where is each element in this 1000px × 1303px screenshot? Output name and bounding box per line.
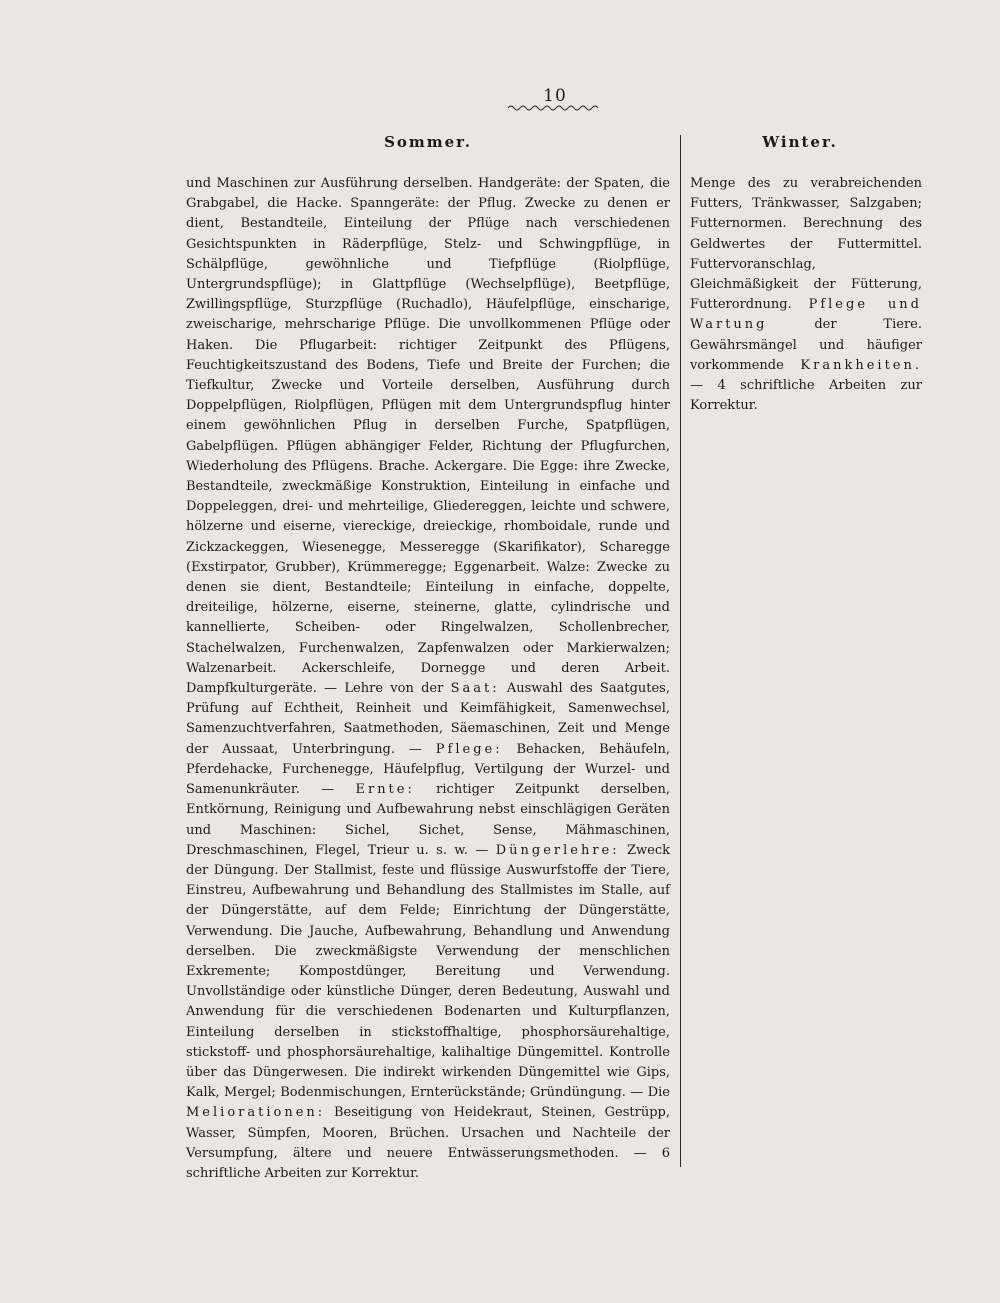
spaced-term-krankheiten: Krankheiten. [800,357,922,373]
column-heading-winter: Winter. [762,133,838,151]
spaced-term-pflege: Pflege: [435,741,503,757]
spaced-term-meliorationen: Meliorationen: [186,1105,326,1121]
text-segment: der Tiere. Gewährsmängel und häufiger vorkommende [690,317,922,373]
winter-paragraph [690,174,922,416]
summer-paragraph [186,174,670,1184]
column-divider [680,135,681,1167]
text-segment: Auswahl des Saatgutes, Prüfung auf Echtheit, Reinheit und Keimfähigkeit, Samenwechsel, Samenzuchtverfahren, Saatmethoden, Säemaschinen, Zeit und Menge der Aussaat, Unterbringung. — [186,681,670,757]
text-segment: Behacken, Behäufeln, Pferdehacke, Furchenegge, Häufelpflug, Vertilgung der Wurzel- und Samenunkräuter. — [186,741,670,798]
text-segment: — 4 schriftliche Arbeiten zur Korrektur. [690,378,922,414]
text-segment: Beseitigung von Heidekraut, Steinen, Gestrüpp, Wasser, Sümpfen, Mooren, Brüchen. Ursachen und Nachteile der Versumpfung, ältere und neuere Entwässerungsmethoden. — 6 schriftliche Arbeiten zur Korrektur. [186,1105,670,1181]
text-segment: Menge des zu verabreichenden Futters, Tränkwasser, Salzgaben; Futternormen. Berechnung des Geldwertes der Futtermittel. Futtervoranschlag, Gleichmäßigkeit der Fütterung, Futterordnung. [690,176,922,313]
summer-column-text [186,174,670,1184]
page-number: 10 [543,86,567,106]
winter-column-text [690,174,922,416]
spaced-term-ernte: Ernte: [355,782,415,798]
text-segment: Zweck der Düngung. Der Stallmist, feste und flüssige Auswurfstoffe der Tiere, Einstreu, Aufbewahrung und Behandlung des Stallmistes im Stalle, auf der Düngerstätte, auf dem Felde; Einrichtung der Düngerstätte, Verwendung. Die Jauche, Aufbewahrung, Behandlung und Anwendung derselben. Die zweckmäßigste Verwendung der menschlichen Exkremente; Kompostdünger, Bereitung und Verwendung. Unvollständige oder künstliche Dünger, deren Bedeutung, Auswahl und Anwendung für die verschiedenen Bodenarten und Kulturpflanzen, Einteilung derselben in stickstoffhaltige, phosphorsäurehaltige, stickstoff- und phosphorsäurehaltige, kalihaltige Düngemittel. Kontrolle über das Düngerwesen. Die indirekt wirkenden Düngemittel wie Gips, Kalk, Mergel; Bodenmischungen, Ernterückstände; Gründüngung. — Die [186,842,670,1101]
text-segment: richtiger Zeitpunkt derselben, Entkörnung, Reinigung und Aufbewahrung nebst einschlägigen Geräten und Maschinen: Sichel, Sichet, Sense, Mähmaschinen, Dreschmaschinen, Flegel, Trieur u. s. w. — [186,782,670,858]
wavy-ornament [508,104,600,112]
spaced-term-pflege-wartung: Pflege und Wartung [690,297,922,333]
text-segment: und Maschinen zur Ausführung derselben. Handgeräte: der Spaten, die Grabgabel, die Hacke. Spanngeräte: der Pflug. Zwecke zu denen er dient, Bestandteile, Einteilung der Pflüge nach verschiedenen Gesichtspunkten in Räderpflüge, Stelz- und Schwingpflüge, in Schälpflüge, gewöhnliche und Tiefpflüge (Riolpflüge, Untergrundspflüge); in Glattpflüge (Wechselpflüge), Beetpflüge, Zwillingspflüge, Sturzpflüge (Ruchadlo), Häufelpflüge, einscharige, zweischarige, mehrscharige Pflüge. Die unvollkommenen Pflüge oder Haken. Die Pflugarbeit: richtiger Zeitpunkt des Pflügens, Feuchtigkeitszustand des Bodens, Tiefe und Breite der Furchen; die Tiefkultur, Zwecke und Vorteile derselben, Ausführung durch Doppelpflügen, Riolpflügen, Pflügen mit dem Untergrundspflug hinter einem gewöhnlichen Pflug in derselben Furche, Spatpflügen, Gabelpflügen. Pflügen abhängiger Felder, Richtung der Pflugfurchen, Wiederholung des Pflügens. Brache. Ackergare. Die Egge: ihre Zwecke, Bestandteile, zweckmäßige Konstruktion, Einteilung in einfache und Doppeleggen, drei- und mehrteilige, Gliedereggen, leichte und schwere, hölzerne und eiserne, viereckige, dreieckige, rhomboidale, runde und Zickzackeggen, Wiesenegge, Messeregge (Skarifikator), Scharegge (Exstirpator, Grubber), Krümmeregge; Eggenarbeit. Walze: Zwecke zu denen sie dient, Bestandteile; Einteilung in einfache, doppelte, dreiteilige, hölzerne, eiserne, steinerne, glatte, cylindrische und kannellierte, Scheiben- oder Ringelwalzen, Schollenbrecher, Stachelwalzen, Furchenwalzen, Zapfenwalzen oder Markierwalzen; Walzenarbeit. Ackerschleife, Dornegge und deren Arbeit. Dampfkulturgeräte. — Lehre von der [186,176,670,697]
spaced-term-duengerlehre: Düngerlehre: [495,842,620,858]
spaced-term-saat: Saat: [450,681,500,697]
column-heading-summer: Sommer. [384,133,472,151]
